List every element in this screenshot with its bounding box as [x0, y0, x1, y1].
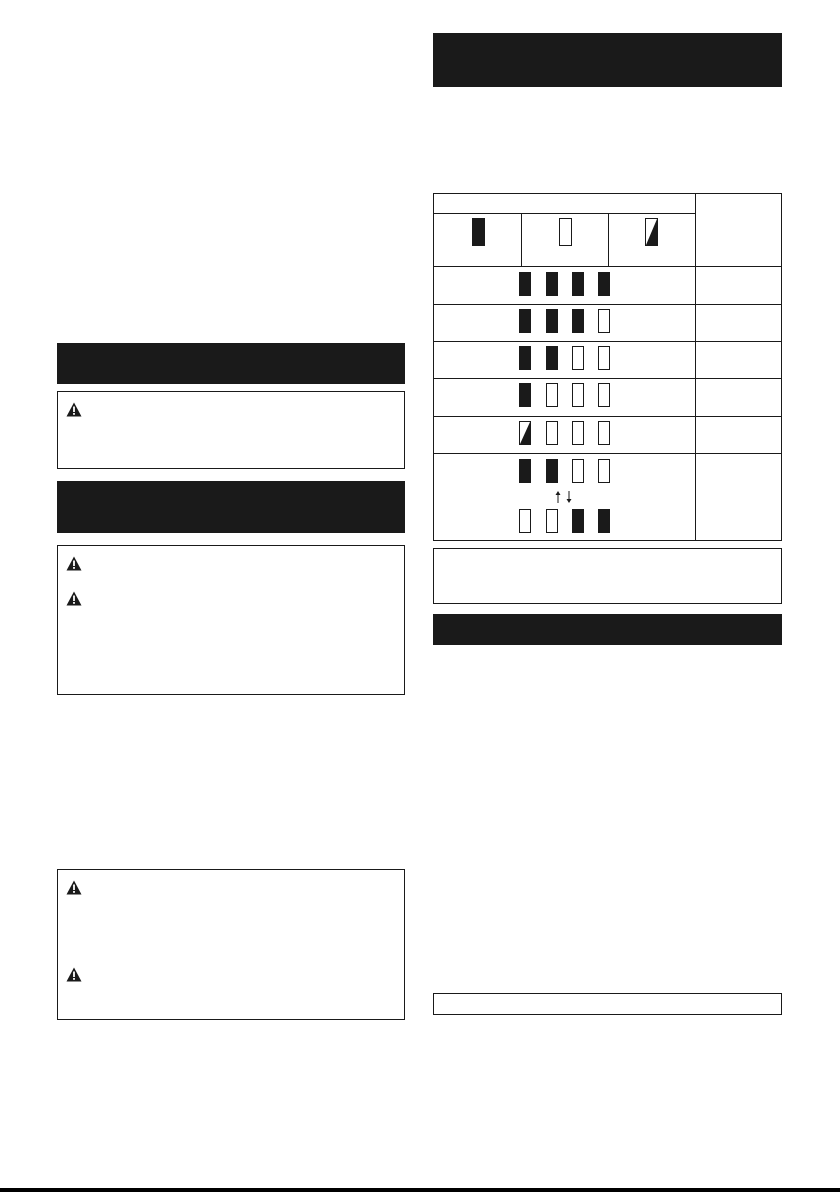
warning-box	[57, 391, 405, 469]
lamp-lit	[572, 309, 584, 333]
lamp-lit	[519, 309, 531, 333]
table-row-divider	[433, 453, 782, 454]
section-header-bar	[57, 343, 405, 384]
table-row-divider	[433, 341, 782, 342]
note-box	[433, 993, 782, 1015]
lamp-off	[598, 459, 610, 483]
lamp-lit	[519, 272, 531, 296]
warning-box	[57, 545, 405, 695]
warning-box	[57, 869, 405, 1020]
lamp-off	[519, 509, 531, 533]
lamp-off	[598, 346, 610, 370]
table-row-divider	[433, 304, 782, 305]
legend-divider	[521, 213, 522, 266]
lamp-lit	[519, 459, 531, 483]
warning-icon	[66, 880, 82, 895]
lamp-lit	[598, 509, 610, 533]
lamp-lit	[572, 272, 584, 296]
table-row-divider	[433, 378, 782, 379]
table-row-divider	[433, 266, 782, 267]
warning-icon	[66, 591, 82, 606]
section-header-bar	[433, 33, 782, 87]
legend-lamp-lit	[472, 218, 485, 246]
lamp-off	[546, 383, 558, 407]
lamp-off	[546, 421, 558, 445]
lamp-off	[598, 421, 610, 445]
page-bottom-edge	[0, 1188, 840, 1192]
note-box	[433, 548, 782, 604]
lamp-lit	[519, 383, 531, 407]
lamp-lit	[546, 272, 558, 296]
lamp-lit	[519, 346, 531, 370]
lamp-off	[572, 346, 584, 370]
table-column-divider	[695, 193, 696, 541]
lamp-off	[598, 309, 610, 333]
lamp-off	[572, 459, 584, 483]
table-row-divider	[433, 416, 782, 417]
lamp-blinking	[519, 421, 531, 445]
lamp-lit	[572, 509, 584, 533]
warning-icon	[66, 402, 82, 417]
alternating-arrows-icon	[550, 490, 580, 504]
section-header-bar	[57, 481, 405, 533]
lamp-lit	[546, 309, 558, 333]
warning-icon	[66, 967, 82, 982]
lamp-off	[546, 509, 558, 533]
lamp-off	[598, 383, 610, 407]
legend-lamp-blinking	[645, 218, 658, 246]
table-header-divider	[433, 213, 695, 214]
lamp-lit	[546, 346, 558, 370]
lamp-lit	[546, 459, 558, 483]
legend-divider	[608, 213, 609, 266]
legend-lamp-off	[559, 218, 572, 246]
section-header-bar	[433, 614, 782, 645]
lamp-lit	[598, 272, 610, 296]
warning-icon	[66, 556, 82, 571]
lamp-off	[572, 383, 584, 407]
lamp-off	[572, 421, 584, 445]
